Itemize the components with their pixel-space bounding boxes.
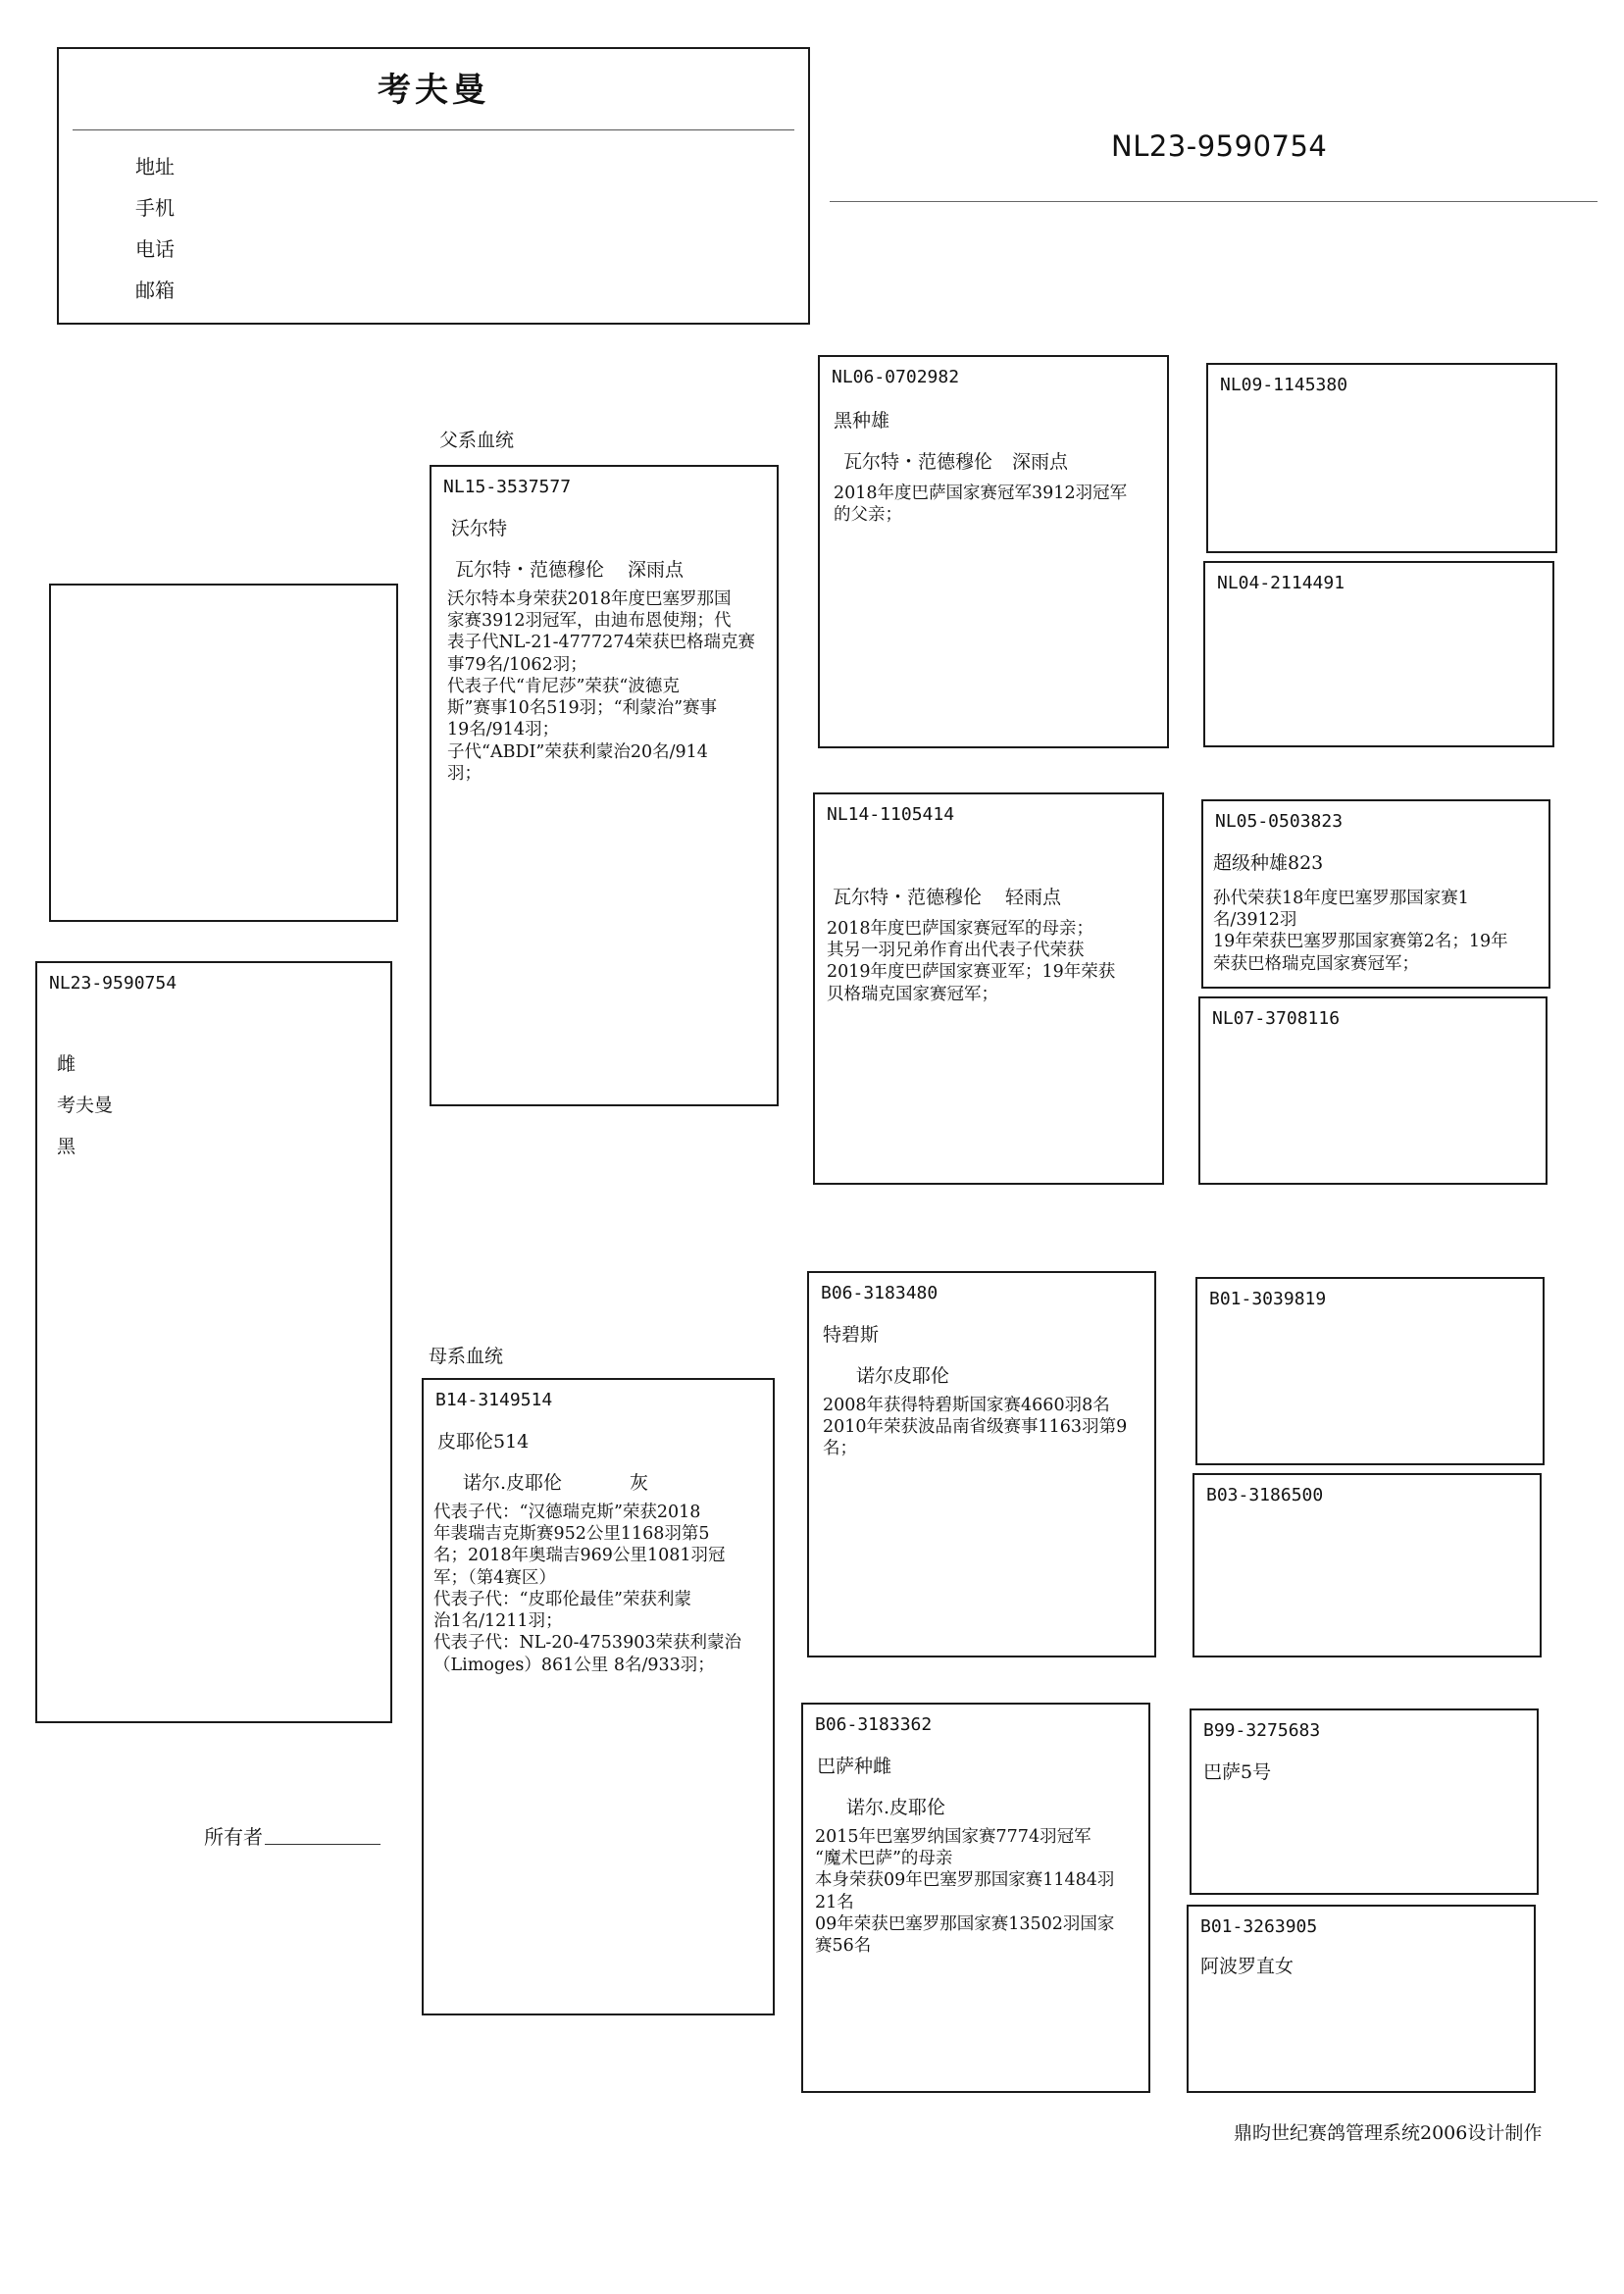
sdd-ring: NL07-3708116 [1212, 1008, 1341, 1029]
mobile-label: 手机 [135, 196, 175, 220]
owner-label: 所有者 [204, 1825, 263, 1849]
sss-ring: NL09-1145380 [1220, 375, 1348, 395]
dam-sire-box [807, 1271, 1156, 1657]
footer-credit: 鼎昀世纪赛鸽管理系统2006设计制作 [1234, 2122, 1543, 2144]
subject-box [35, 961, 392, 1723]
dam-sire-notes: 2008年获得特碧斯国家赛4660羽8名 2010年荣获波品南省级赛事1163羽第9 名； [823, 1396, 1128, 1459]
phone-label: 电话 [135, 237, 175, 261]
dss-ring: B01-3039819 [1209, 1289, 1327, 1309]
dam-dam-strain: 诺尔.皮耶伦 [846, 1797, 946, 1818]
dam-dam-name: 巴萨种雌 [817, 1756, 892, 1777]
photo-box [49, 584, 398, 922]
subject-ring: NL23-9590754 [49, 973, 178, 994]
dsd-ring: B03-3186500 [1206, 1485, 1324, 1505]
sds-ring: NL05-0503823 [1215, 811, 1344, 832]
dam-sire-strain: 诺尔皮耶伦 [856, 1365, 950, 1387]
ddd-ring: B01-3263905 [1200, 1916, 1318, 1937]
dam-strain: 诺尔.皮耶伦 [463, 1472, 563, 1494]
sire-sire-ring: NL06-0702982 [832, 367, 960, 387]
title-divider [830, 201, 1598, 202]
header-divider [73, 129, 794, 130]
ddd-box [1187, 1905, 1536, 2093]
dam-line-label: 母系血统 [429, 1346, 504, 1367]
ssd-ring: NL04-2114491 [1217, 573, 1345, 593]
dam-notes: 代表子代：“汉德瑞克斯”荣获2018 年裴瑞吉克斯赛952公里1168羽第5 名；2018年奥瑞吉969公里1081羽冠 军；（第4赛区） 代表子代：“皮耶伦最佳”荣获利蒙 治1名/1211羽； 代表子代：NL-20-4753903荣获利蒙治 （Limoges）861公里 8名/933羽； [433, 1503, 741, 1675]
dam-ring: B14-3149514 [435, 1390, 553, 1410]
dam-dam-box [801, 1703, 1150, 2093]
sire-dam-strain: 瓦尔特・范德穆伦 [833, 887, 983, 908]
sire-strain: 瓦尔特・范德穆伦 [455, 559, 605, 581]
dam-name: 皮耶伦514 [437, 1431, 530, 1453]
dds-ring: B99-3275683 [1203, 1720, 1321, 1741]
address-label: 地址 [135, 155, 175, 178]
dam-sire-name: 特碧斯 [823, 1324, 880, 1346]
sire-sire-box [818, 355, 1169, 748]
dam-box [422, 1378, 775, 2015]
dds-name: 巴萨5号 [1203, 1761, 1272, 1783]
owner-signature-line [265, 1844, 381, 1845]
sds-notes: 孙代荣获18年度巴塞罗那国家赛1 名/3912羽 19年荣获巴塞罗那国家赛第2名；19年 荣获巴格瑞克国家赛冠军； [1213, 889, 1508, 974]
subject-sex: 雌 [57, 1053, 76, 1075]
sire-box [430, 465, 779, 1106]
dam-dam-notes: 2015年巴塞罗纳国家赛7774羽冠军 “魔术巴萨”的母亲 本身荣获09年巴塞罗那国家赛11484羽 21名 09年荣获巴塞罗那国家赛13502羽国家 赛56名 [815, 1827, 1115, 1957]
sdd-box [1198, 996, 1548, 1185]
owner-header-box [57, 47, 810, 325]
sire-dam-notes: 2018年度巴萨国家赛冠军的母亲； 其另一羽兄弟作育出代表子代荣获 2019年度巴萨国家赛亚军；19年荣获 贝格瑞克国家赛冠军； [827, 919, 1116, 1004]
sire-sire-color: 深雨点 [1012, 451, 1069, 473]
subject-name: 考夫曼 [57, 1095, 114, 1116]
dam-sire-ring: B06-3183480 [821, 1283, 939, 1303]
ddd-name: 阿波罗直女 [1200, 1956, 1294, 1977]
dds-box [1190, 1708, 1539, 1895]
sss-box [1206, 363, 1557, 553]
sire-color: 深雨点 [628, 559, 685, 581]
dss-box [1195, 1277, 1545, 1465]
sire-dam-color: 轻雨点 [1005, 887, 1062, 908]
dam-dam-ring: B06-3183362 [815, 1714, 933, 1735]
sire-dam-box [813, 792, 1164, 1185]
sire-sire-name: 黑种雄 [834, 410, 890, 432]
ssd-box [1203, 561, 1554, 747]
sire-sire-strain: 瓦尔特・范德穆伦 [843, 451, 993, 473]
title-ring-number: NL23-9590754 [1111, 129, 1328, 163]
sire-dam-ring: NL14-1105414 [827, 804, 955, 825]
sire-notes: 沃尔特本身荣获2018年度巴塞罗那国 家赛3912羽冠军，由迪布恩使翔；代 表子代NL-21-4777274荣获巴格瑞克赛 事79名/1062羽； 代表子代“肯尼莎”荣获“波德克 斯”赛事10名519羽；“利蒙治”赛事 19名/914羽； 子代“ABDI”荣获利蒙治20名/914 羽； [447, 589, 755, 784]
dsd-box [1193, 1473, 1542, 1657]
sire-name: 沃尔特 [451, 518, 508, 539]
sire-sire-notes: 2018年度巴萨国家赛冠军3912羽冠军 的父亲； [834, 484, 1128, 526]
email-label: 邮箱 [135, 279, 175, 302]
owner-name: 考夫曼 [378, 71, 489, 110]
sds-box [1201, 799, 1550, 989]
sire-line-label: 父系血统 [439, 430, 515, 451]
sire-ring: NL15-3537577 [443, 477, 572, 497]
dam-color: 灰 [630, 1472, 649, 1494]
sds-name: 超级种雄823 [1213, 852, 1324, 874]
subject-color: 黑 [57, 1136, 76, 1157]
